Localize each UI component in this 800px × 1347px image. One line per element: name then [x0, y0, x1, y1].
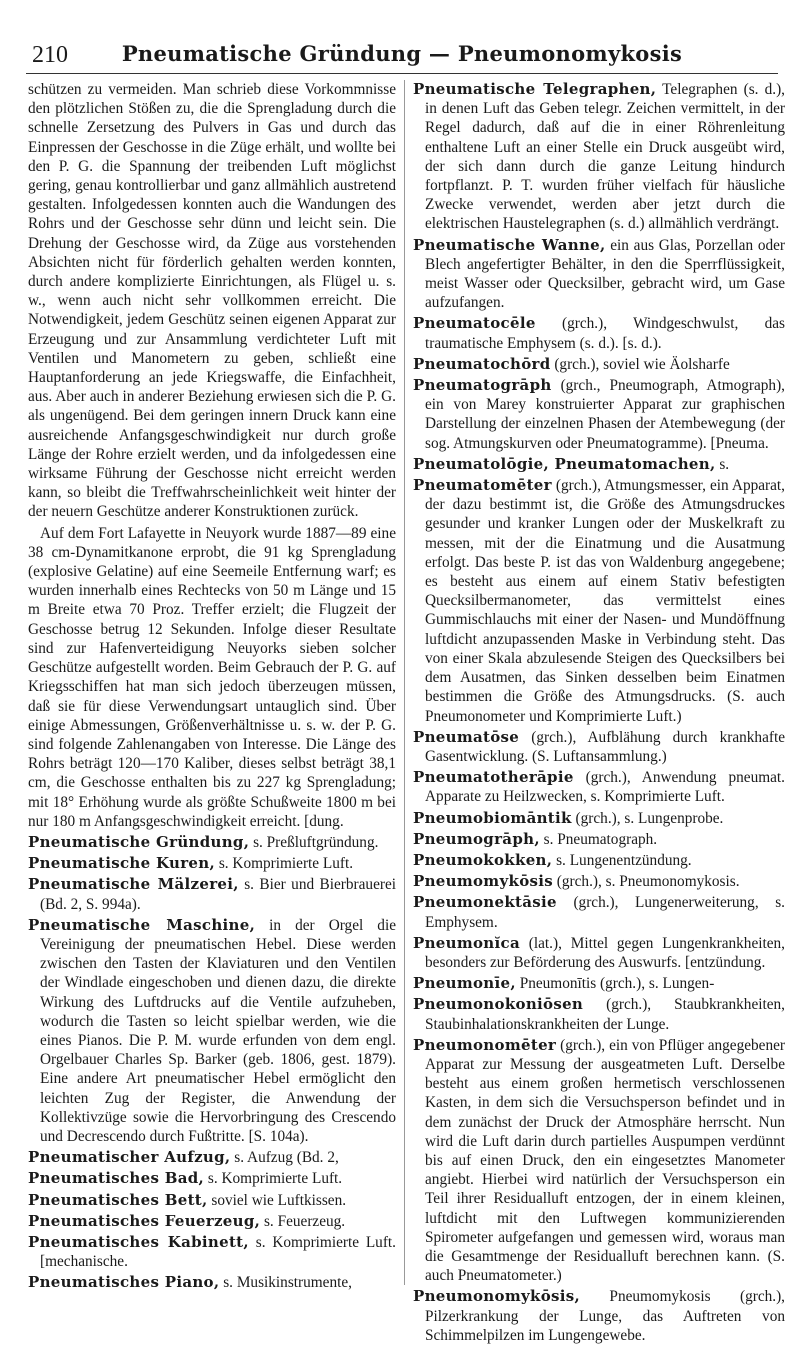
headword: Pneumatisches Kabinett,: [28, 1232, 249, 1251]
dictionary-entry: [413, 1287, 785, 1345]
dictionary-entry: [413, 476, 785, 726]
dictionary-entry: [413, 830, 785, 849]
headword: Pneumatische Wanne,: [413, 235, 606, 254]
entry-text: Telegraphen (s. d.), in denen Luft das Geben telegr. Zeichen vermittelt, in der Regel dadurch, daß auf die in einer Röhrenleitung enthaltene Luft an einer Stelle ein Druck ausgeübt wird, der sich dann durch die ganze Leitung hindurch fortpflanzt. P. T. wurden früher vielfach für häusliche Zwecke verwendet, werden aber jetzt durch die elektrischen Haustelegraphen (s. d.) allmählich verdrängt.: [425, 81, 785, 233]
dictionary-entry: [413, 728, 785, 766]
dictionary-entry: [28, 1148, 396, 1167]
dictionary-entry: [413, 376, 785, 453]
dictionary-entry: [413, 809, 785, 828]
headword: Pneumatische Kuren,: [28, 854, 215, 873]
dictionary-entry: [413, 974, 785, 993]
headword: Pneumonīe,: [413, 974, 516, 993]
entry-text: s. Pneumatograph.: [539, 830, 658, 848]
entry-text: (grch.), Aufblähung durch krankhafte Gasentwicklung. (S. Luftansammlung.): [425, 728, 785, 765]
headword: Pneumonektāsie: [413, 893, 557, 912]
entry-text: s. Feuerzeug.: [260, 1212, 346, 1230]
entry-text: s. Komprimierte Luft. [mechanische.: [40, 1233, 396, 1271]
entry-text: (grch.), Windgeschwulst, das traumatische Emphysem (s. d.). [s. d.).: [425, 315, 785, 352]
column-divider: [404, 80, 405, 1285]
entry-text: (grch.), soviel wie Äolsharfe: [550, 355, 730, 373]
dictionary-entry: [413, 872, 785, 891]
entry-text: s. Musikinstrumente,: [219, 1274, 352, 1292]
running-title: Pneumatische Gründung — Pneumonomykosis: [121, 41, 683, 66]
dictionary-entry: [413, 768, 785, 806]
dictionary-entry: [413, 455, 785, 474]
entry-text: (grch.), Lungenerweiterung, s. Emphysem.: [425, 894, 785, 931]
headword: Pneumonomykōsis,: [413, 1287, 581, 1306]
headword: Pneumatische Maschine,: [28, 915, 256, 934]
dictionary-entry: [413, 1036, 785, 1286]
headword: Pneumatocēle: [413, 314, 536, 333]
entry-text: Pneumomykosis (grch.), Pilzerkrankung der Lunge, das Auftreten von Schimmelpilzen im Lungengewebe.: [425, 1288, 785, 1344]
headword: Pneumobiomāntik: [413, 808, 572, 827]
paragraph-continuation: schützen zu vermeiden. Man schrieb diese Vorkommnisse den plötzlichen Stößen zu, die die Sprengladung durch die schnelle Zersetzung des Pulvers in Gas und durch das Einpressen der Geschosse in die Züge erhält, und wollte bei den P. G. die Spannung der treibenden Luft möglichst gering, genau kontrollierbar und ganz allmählich austretend gestalten. Infolgedessen konnten auch die Wandungen des Rohrs und der Geschosse sehr dünn und leicht sein. Die Drehung der Geschosse wird, da Züge aus vorstehenden Absichten nicht für förderlich gehalten werden konnten, durch andere komplizierte Einrichtungen, als Flügel u. s. w., wenn auch nicht sehr vollkommen erreicht. Die Notwendigkeit, jedem Geschütz seinen eigenen Apparat zur Erzeugung und zur Ansammlung verdichteter Luft mit Ventilen und Manometern zu geben, schließt eine Hauptanforderung an jede Kriegswaffe, die Einfachheit, aus. Aber auch in anderer Beziehung erwiesen sich die P. G. als ungenügend. Bei dem geringen innern Druck kann eine ausreichende Anfangsgeschwindigkeit nur durch große Länge der Rohre erzielt werden, und da infolgedessen eine wirksame Führung der Geschosse nicht erreicht werden kann, so bleibt die Treffwahrscheinlichkeit weit hinter der der neuern Geschütze anderer Konstruktionen zurück.: [28, 81, 396, 521]
dictionary-entry: [28, 1191, 396, 1210]
headword: Pneumatochōrd: [413, 354, 551, 373]
dictionary-entry: [413, 893, 785, 931]
dictionary-entry: [413, 934, 785, 972]
dictionary-entry: [413, 851, 785, 870]
headword: Pneumatōse: [413, 727, 520, 746]
entry-text: s. Komprimierte Luft.: [204, 1170, 343, 1188]
headword: Pneumonĭca: [413, 933, 520, 952]
headword: Pneumokokken,: [413, 850, 553, 869]
entry-text: (lat.), Mittel gegen Lungenkrankheiten, besonders zur Beförderung des Auswurfs. [entzündung.: [425, 934, 785, 971]
headword: Pneumatotherāpie: [413, 768, 574, 787]
entry-text: (grch., Pneumograph, Atmograph), ein von Marey konstruierter Apparat zur graphischen Darstellung der einzelnen Phasen der Atembewegung (der sog. Atmungskurven oder Pneumatogramme). [Pneuma.: [425, 377, 785, 452]
headword: Pneumatische Gründung,: [28, 832, 250, 851]
headword: Pneumatisches Piano,: [28, 1273, 220, 1292]
headword: Pneumogrāph,: [413, 829, 540, 848]
dictionary-entry: [28, 1233, 396, 1271]
headword: Pneumatischer Aufzug,: [28, 1148, 231, 1167]
dictionary-entry: [28, 1212, 396, 1231]
headword: Pneumonokoniōsen: [413, 995, 584, 1014]
entry-text: s. Bier und Bierbrauerei (Bd. 2, S. 994a).: [40, 876, 396, 913]
page-number: 210: [32, 42, 68, 68]
dictionary-entry: [413, 236, 785, 313]
headword: Pneumatische Telegraphen,: [413, 80, 657, 98]
headword: Pneumatisches Bad,: [28, 1169, 205, 1188]
entry-text: ein aus Glas, Porzellan oder Blech angefertigter Behälter, in den die Sperrflüssigkeit, meist Wasser oder Quecksilber, gebracht wird, um Gase aufzufangen.: [425, 236, 785, 312]
entry-text: s. Komprimierte Luft.: [215, 855, 354, 873]
headword: Pneumatisches Bett,: [28, 1190, 208, 1209]
entry-text: (grch.), Anwendung pneumat. Apparate zu Heilzwecken, s. Komprimierte Luft.: [425, 769, 785, 806]
headword: Pneumonomēter: [413, 1035, 557, 1054]
entry-text: (grch.), s. Lungenprobe.: [571, 809, 724, 827]
dictionary-entry: [28, 1169, 396, 1188]
headword: Pneumatisches Feuerzeug,: [28, 1211, 261, 1230]
entry-text: s. Lungenentzündung.: [552, 851, 692, 869]
dictionary-entry: [413, 80, 785, 234]
entry-text: s. Aufzug (Bd. 2,: [230, 1149, 339, 1167]
entry-text: in der Orgel die Vereinigung der pneumatischen Hebel. Diese werden zwischen den Tasten der Klaviaturen und den Ventilen der Windlade eingeschoben und dienen dazu, die direkte Wirkung des Luftdrucks auf die Ventile aufzuheben, wodurch die Tasten so leicht spielbar werden, wie die eines Pianos. Die P. M. wurde erfunden von dem engl. Orgelbauer Charles Sp. Barker (geb. 1806, gest. 1879). Eine andere Art pneumatischer Hebel ermöglicht den leichten Zug der Register, die Anwendung der Kollektivzüge sowie die Hervorbringung des Crescendo und Decrescendo durch Fußtritte. [S. 104a).: [40, 916, 396, 1145]
dictionary-entry: [28, 916, 396, 1146]
entry-text: (grch.), s. Pneumonomykosis.: [552, 873, 740, 891]
dictionary-entry: [28, 875, 396, 913]
dictionary-entry: [28, 1273, 396, 1292]
right-column: [413, 80, 785, 1347]
entry-text: Pneumonītis (grch.), s. Lungen-: [515, 975, 715, 993]
entry-text: s. Preßluftgründung.: [249, 833, 379, 851]
entry-text: (grch.), Staubkrankheiten, Staubinhalationskrankheiten der Lunge.: [425, 996, 785, 1033]
headword: Pneumatomēter: [413, 476, 552, 495]
header-rule: [26, 73, 778, 74]
entry-text: soviel wie Luftkissen.: [207, 1191, 347, 1209]
headword: Pneumatische Mälzerei,: [28, 875, 239, 894]
dictionary-entry: [413, 995, 785, 1033]
dictionary-entry: [28, 854, 396, 873]
entry-text: (grch.), Atmungsmesser, ein Apparat, der dazu bestimmt ist, die Größe des Atmungsdruckes gesunder und kranker Lungen oder der Muskelkraft zu messen, mit der die Einatmung und die Ausatmung erfolgt. Das beste P. ist das von Waldenburg angegebene; es besteht aus einem auf einem Stativ befestigten Quecksilbermanometer, das vermittelst eines Gummischlauchs mit einer der Nasen- und Mundöffnung luftdicht anzupassenden Maske in Verbindung steht. Das von einer Skala abzulesende Steigen des Quecksilbers bei dem Ausatmen, das Sinken desselben beim Einatmen bestimmen die Größe des Atmungsdrucks. (S. auch Pneumonometer und Komprimierte Luft.): [425, 477, 785, 725]
entry-text: (grch.), ein von Pflüger angegebener Apparat zur Messung der ausgeatmeten Luft. Derselbe besteht aus einem großen hermetisch verschlossenen Kasten, in dem sich die Versuchsperson befindet und in dem zunächst der Druck der Atmosphäre herrscht. Nun wird die Luft darin durch partielles Auspumpen verdünnt bis auf einen Druck, den ein eingesetztes Manometer angiebt. Hierbei wird natürlich der Versuchsperson ein Teil ihrer Residualluft entzogen, der in einem kleinen, luftdicht mit den Luftwegen kommunizierenden Spirometer aufgefangen und gemessen wird, woraus man die Gesamtmenge der Residualluft berechnen kann. (S. auch Pneumatometer.): [425, 1036, 785, 1285]
dictionary-entry: [413, 355, 785, 374]
dictionary-entry: [413, 314, 785, 352]
headword: Pneumatogrāph: [413, 376, 552, 395]
headword: Pneumomykōsis: [413, 872, 553, 891]
paragraph: Auf dem Fort Lafayette in Neuyork wurde 1887—89 eine 38 cm-Dynamitkanone erprobt, die 91 kg Sprengladung (explosive Gelatine) auf eine Seemeile Entfernung warf; es wurden innerhalb eines Rechtecks von 50 m Länge und 15 m Breite etwa 70 Proz. Treffer erzielt; die Flugzeit der Geschosse betrug 12 Sekunden. Infolge dieser Resultate sind zur Hafenverteidigung Neuyorks sieben solcher Geschütze aufgestellt worden. Beim Gebrauch der P. G. auf Kriegsschiffen hat man sich jedoch überzeugen müssen, daß sie für diese Verwendungsart untauglich sind. Über einige Abmessungen, Größenverhältnisse u. s. w. der P. G. sind folgende Zahlenangaben von Interesse. Die Länge des Rohrs beträgt 120—170 Kaliber, dieses selbst beträgt 38,1 cm, die Geschosse enthalten bis zu 227 kg Sprengladung; mit 18° Erhöhung wurde als größte Schußweite 1800 m bei nur 180 m Anfangsgeschwindigkeit erreicht. [dung.: [28, 524, 396, 830]
headword: Pneumatolōgie, Pneumatomachen,: [413, 454, 716, 473]
dictionary-entry: [28, 833, 396, 852]
page-header: [26, 38, 778, 76]
entry-text: s.: [715, 455, 730, 473]
left-column: [28, 80, 396, 1295]
